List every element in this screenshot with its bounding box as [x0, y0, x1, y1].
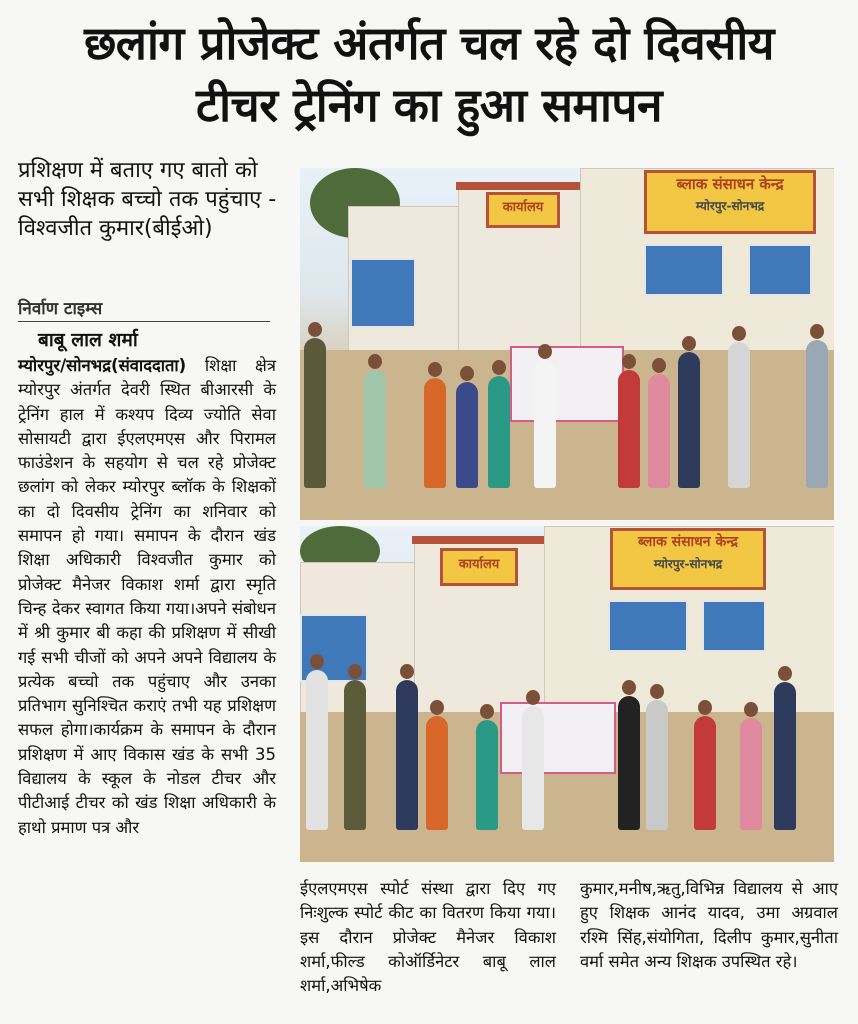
window [702, 600, 766, 652]
person [678, 352, 700, 488]
brc-sign [610, 528, 766, 590]
brc-sign-line-2: म्योरपुर-सोनभद्र [653, 557, 723, 571]
banner [500, 702, 616, 774]
window [608, 600, 688, 652]
person [694, 716, 716, 830]
person [646, 700, 668, 830]
headline-line-1: छलांग प्रोजेक्ट अंतर्गत चल रहे दो दिवसीय [84, 16, 774, 70]
brc-sign [644, 170, 816, 234]
person [618, 370, 640, 488]
person [522, 706, 544, 830]
person [396, 680, 418, 830]
subheadline: प्रशिक्षण में बताए गए बातो को सभी शिक्षक बच्चो तक पहुंचाए - विश्वजीत कुमार(बीईओ) [18, 158, 277, 241]
person [740, 718, 762, 830]
office-sign [440, 548, 518, 586]
dateline: म्योरपुर/सोनभद्र(संवाददाता) [18, 356, 187, 375]
group-photo-2 [300, 526, 834, 862]
byline: बाबू लाल शर्मा [38, 329, 138, 351]
office-sign-text: कार्यालय [502, 200, 544, 215]
banner [510, 346, 624, 422]
person [344, 680, 366, 830]
person [424, 378, 446, 488]
brc-sign-line-1: ब्लाक संसाधन केन्द्र [676, 175, 784, 193]
headline [0, 12, 858, 136]
person [648, 374, 670, 488]
person [304, 338, 326, 488]
window [644, 244, 724, 296]
notice-board [350, 258, 416, 328]
person [306, 670, 328, 830]
person [426, 716, 448, 830]
group-photo-1 [300, 168, 834, 520]
person [534, 360, 556, 488]
person [618, 696, 640, 830]
headline-line-2: टीचर ट्रेनिंग का हुआ समापन [195, 78, 663, 132]
roof [456, 182, 582, 190]
article-column-2: ईएलएमएस स्पोर्ट संस्था द्वारा दिए गए निःशुल्क स्पोर्ट कीट का वितरण किया गया।इस दौरान प्रोजेक्ट मैनेजर विकाश शर्मा,फील्ड कोऑर्डिनेटर बाबू लाल शर्मा,अभिषेक [300, 879, 556, 996]
article-column-1 [18, 354, 276, 840]
article-text-1: शिक्षा क्षेत्र म्योरपुर अंतर्गत देवरी स्थित बीआरसी के ट्रेनिंग हाल में कश्यप दिव्य ज्योति सेवा सोसायटी द्वारा ईएलएमएस और पिरामल फाउंडेशन के सहयोग से चल रहे प्रोजेक्ट छलांग को लेकर म्योरपुर ब्लॉक के शिक्षकों का दो दिवसीय ट्रेनिंग का शनिवार को समापन हो गया। समापन के दौरान खंड शिक्षा अधिकारी विश्वजीत कुमार को प्रोजेक्ट मैनेजर विकाश शर्मा द्वारा स्मृति चिन्ह देकर स्वागत किया गया।अपने संबोधन में श्री कुमार बी कहा की प्रशिक्षण में सीखी गई सभी चीजों को अपने अपने विद्यालय के प्रत्येक बच्चो तक पहुंचाए और उनका प्रतिभाग सुनिश्चित कराएं तभी यह प्रशिक्षण सफल होगा।कार्यक्रम के समापन के दौरान प्रशिक्षण में आए विकास खंड के सभी 35 विद्यालय के स्कूल के नोडल टीचर और पीटीआई टीचर को खंड शिक्षा अधिकारी के हाथो प्रमाण पत्र और [18, 356, 276, 837]
person [728, 342, 750, 488]
brc-sign-line-1: ब्लाक संसाधन केन्द्र [638, 534, 738, 550]
office-sign [486, 192, 560, 228]
person [364, 370, 386, 488]
person [488, 376, 510, 488]
person [476, 720, 498, 830]
roof [412, 536, 546, 544]
person [774, 682, 796, 830]
office-sign-text: कार्यालय [458, 557, 500, 572]
newspaper-source: निर्वाण टाइम्स [18, 296, 270, 322]
person [456, 382, 478, 488]
window [748, 244, 812, 296]
brc-sign-line-2: म्योरपुर-सोनभद्र [695, 199, 765, 213]
person [806, 340, 828, 488]
article-column-3: कुमार,मनीष,ऋतु,विभिन्न विद्यालय से आए हुए शिक्षक आनंद यादव, उमा अग्रवाल रश्मि सिंह,संयोगिता, दिलीप कुमार,सुनीता वर्मा समेत अन्य शिक्षक उपस्थित रहे। [580, 879, 838, 971]
